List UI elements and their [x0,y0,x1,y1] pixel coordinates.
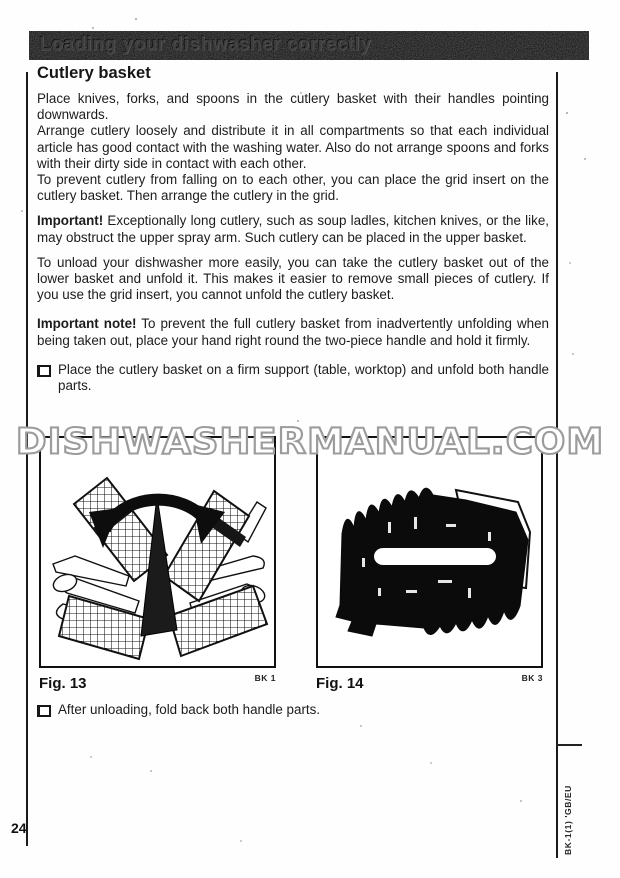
figure-14-box [316,436,543,668]
figure-13-code: BK 1 [254,673,276,683]
paragraph-text: To unload your dishwasher more easily, you can take the cutlery basket out of the lower basket and unfold it. This makes it easier to remove small pieces of cutlery. If you use the grid insert, you cannot unfold the cutlery basket. [37,254,549,303]
figure-14-caption: Fig. 14 [316,675,364,692]
paragraph-lead: Important! [37,213,104,229]
section-heading: Cutlery basket [37,64,151,82]
paragraph [37,123,549,172]
page-content [37,64,549,394]
paragraph [37,172,549,204]
figure-13-caption-row [39,672,276,692]
instruction-item [37,702,457,718]
paragraph-important-note [37,316,549,348]
scan-speckles [0,0,2,2]
paragraph-text: Exceptionally long cutlery, such as soup ladles, kitchen knives, or the like, may obstruct the upper spray arm. Such cutlery can be placed in the upper basket. [37,213,549,245]
paragraph-text: To prevent the full cutlery basket from inadvertently unfolding when being taken out, place your hand right round the two-piece handle and hold it firmly. [37,316,550,348]
paragraph [37,255,549,304]
instruction-text: After unloading, fold back both handle parts. [58,702,321,717]
section-header-title: Loading your dishwasher correctly [39,34,372,55]
right-margin-rule [556,72,558,858]
figure-13-illustration [41,438,270,662]
document-side-code: BK-1(1) 'GB/EU [563,785,573,855]
paragraph-text: To prevent cutlery from falling on to each other, you can place the grid insert on the cutlery basket. Then arrange the cutlery in the grid. [37,172,549,204]
instruction-item [37,362,549,394]
figure-13-box [39,436,276,668]
paragraph-text: Place knives, forks, and spoons in the cutlery basket with their handles pointing downwards. [37,91,549,123]
watermark-text: DISHWASHERMANUAL.COM [15,421,605,462]
figure-14-illustration [318,438,537,662]
checkbox-bullet-icon [37,365,51,377]
section-header-bar [29,31,589,60]
basket-handle-slot [374,548,496,565]
side-tick-mark [556,744,582,746]
paragraph [37,91,549,123]
paragraph-text: Arrange cutlery loosely and distribute it in all compartments so that each individual article has good contact with the washing water. Also do not arrange spoons and forks with their dirty side in contact with each other. [37,123,549,171]
checkbox-bullet-icon [37,705,51,717]
figure-14-caption-row [316,672,543,692]
figure-14-code: BK 3 [521,673,543,683]
instruction-text: Place the cutlery basket on a firm support (table, worktop) and unfold both handle parts. [58,361,549,394]
paragraph-important [37,213,549,245]
paragraph-lead: Important note! [37,316,137,332]
figure-13-caption: Fig. 13 [39,675,87,692]
page-number: 24 [11,820,27,836]
left-margin-rule [26,72,28,846]
